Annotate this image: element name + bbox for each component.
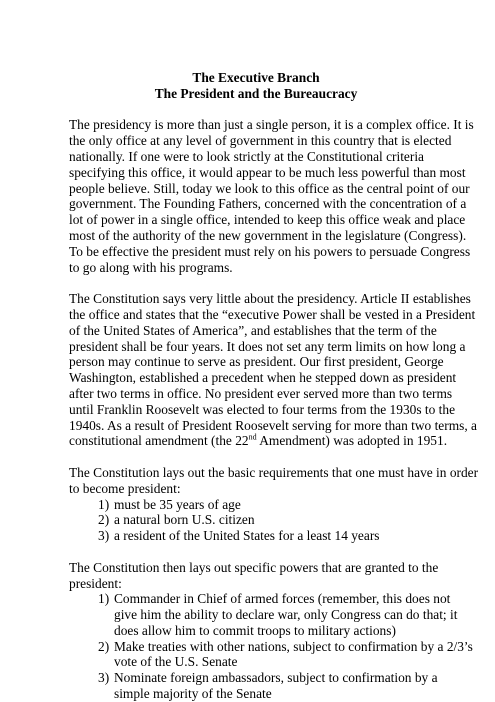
list-item: [69, 638, 473, 671]
paragraph-powers-intro: [69, 560, 443, 592]
text-line: most of the authority of the new government in the legislature (Congress).: [69, 227, 467, 243]
paragraph-presidency-overview: [69, 117, 474, 275]
text-line: to become president:: [69, 480, 181, 496]
text-line: The presidency is more than just a single person, it is a complex office. It is: [69, 117, 474, 133]
text-line: 1940s. As a result of President Roosevelt serving for more than two terms, a: [69, 417, 477, 433]
list-number: 2): [98, 512, 110, 528]
text-line: person may continue to serve as president. Our first president, George: [69, 354, 444, 370]
list-item: [69, 670, 443, 702]
list-number: 3): [98, 670, 110, 686]
text-line: The Constitution then lays out specific powers that are granted to the: [69, 559, 439, 575]
text-line: of the United States of America”, and establishes that the term of the: [69, 322, 437, 338]
text-line: people believe. Still, today we look to this office as the central point of our: [69, 180, 470, 196]
amendment-text-after: Amendment) was adopted in 1951.: [256, 433, 448, 449]
list-item-line: Commander in Chief of armed forces (remember, this does not: [114, 591, 451, 607]
list-item-line: give him the ability to declare war, only Congress can do that; it: [114, 607, 458, 623]
powers-list: [69, 591, 473, 702]
list-item-text: a resident of the United States for a least 14 years: [114, 528, 380, 544]
list-item: [69, 528, 443, 544]
text-line-amendment: [69, 432, 448, 449]
list-item: [69, 497, 443, 513]
text-line: Washington, established a precedent when he stepped down as president: [69, 370, 457, 386]
text-line: nationally. If one were to look strictly at the Constitutional criteria: [69, 148, 425, 164]
text-line: until Franklin Roosevelt was elected to four terms from the 1930s to the: [69, 401, 456, 417]
text-line: The Constitution lays out the basic requirements that one must have in order: [69, 464, 479, 480]
text-line: the only office at any level of government in this country that is elected: [69, 133, 452, 149]
paragraph-constitution-article-ii: [69, 291, 477, 449]
text-line: president shall be four years. It does not set any term limits on how long a: [69, 338, 466, 354]
text-line: to go along with his programs.: [69, 259, 233, 275]
document-heading: [69, 70, 443, 102]
text-line: president:: [69, 575, 122, 591]
list-item-line: simple majority of the Senate: [114, 686, 272, 702]
list-item: [69, 591, 458, 638]
list-number: 2): [98, 638, 110, 654]
list-item: [69, 512, 443, 528]
ordinal-superscript: nd: [248, 432, 257, 442]
list-item-line: does allow him to commit troops to military actions): [114, 622, 396, 638]
text-line: after two terms in office. No president ever served more than two terms: [69, 385, 453, 401]
list-number: 1): [98, 496, 110, 512]
list-item-text: a natural born U.S. citizen: [114, 512, 255, 528]
text-line: specifying this office, it would appear to be much less powerful than most: [69, 164, 466, 180]
list-number: 3): [98, 528, 110, 544]
text-line: government. The Founding Fathers, concerned with the concentration of a: [69, 196, 467, 212]
document-subtitle: The President and the Bureaucracy: [154, 85, 358, 101]
paragraph-requirements-intro: [69, 464, 479, 497]
document-title: The Executive Branch: [192, 70, 320, 85]
list-item-text: must be 35 years of age: [114, 496, 241, 512]
text-line: To be effective the president must rely on his powers to persuade Congress: [69, 243, 471, 259]
text-line: The Constitution says very little about the presidency. Article II establishes: [69, 291, 471, 307]
text-line: lot of power in a single office, intended to keep this office weak and place: [69, 212, 466, 228]
amendment-text-before: constitutional amendment (the 22: [69, 433, 249, 449]
list-item-line: Make treaties with other nations, subject to confirmation by a 2/3’s: [114, 638, 473, 654]
list-item-line: Nominate foreign ambassadors, subject to confirmation by a: [114, 670, 438, 686]
text-line: the office and states that the “executive Power shall be vested in a President: [69, 306, 476, 322]
list-number: 1): [98, 591, 110, 607]
list-item-line: vote of the U.S. Senate: [114, 654, 238, 670]
requirements-list: [69, 497, 443, 544]
